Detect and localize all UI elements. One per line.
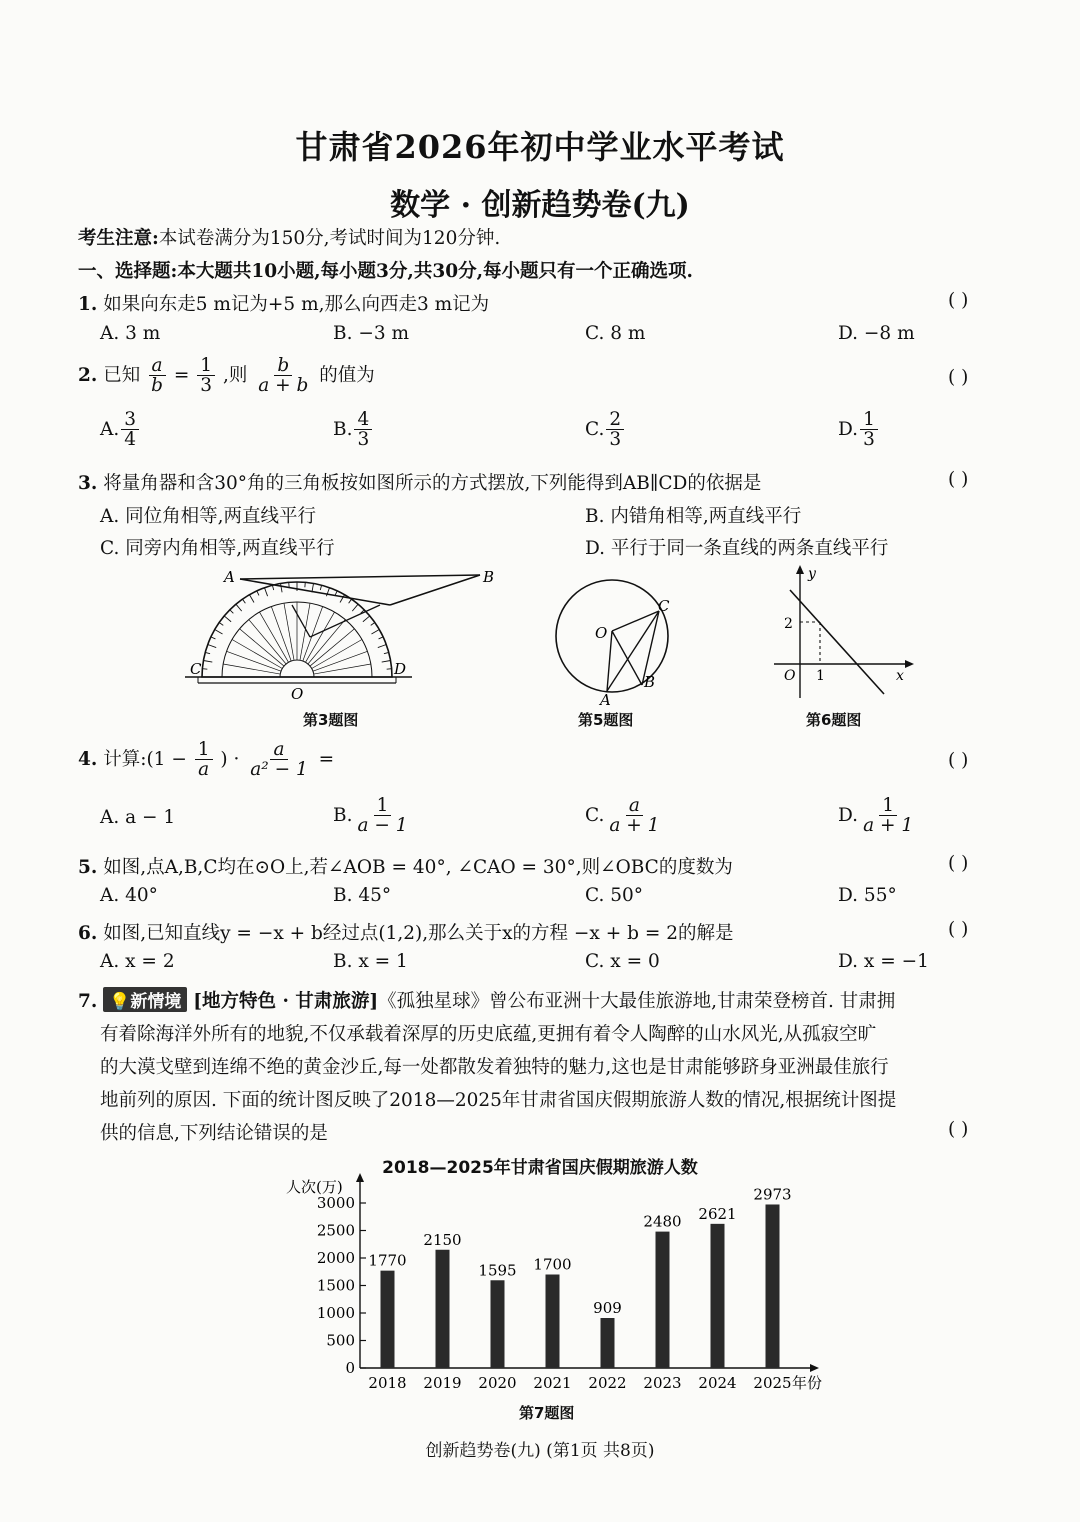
paper-subtitle: 数学 · 创新趋势卷(九) <box>390 188 690 223</box>
y-tick-label: 3000 <box>316 1194 355 1212</box>
figure-5-circle <box>545 578 685 706</box>
y-tick-label: 2000 <box>316 1249 355 1267</box>
question-2: 2. 已知 $\frac{a}{b}$ = $\frac{1}{3}$ ,则 $\frac{b}{a + b}$ 的值为 <box>78 355 375 397</box>
bar-2018 <box>381 1271 395 1368</box>
x-tick-label: 2024 <box>698 1374 737 1392</box>
bar-value-label: 2973 <box>753 1185 792 1204</box>
fraction: $\frac{a}{b}$ <box>148 356 166 396</box>
answer-paren: ( ) <box>948 367 969 388</box>
exam-title: 甘肃省2026年初中学业水平考试 <box>295 128 785 166</box>
question-number: 2. <box>78 364 98 386</box>
question-tag: [地方特色 · 甘肃旅游] <box>193 991 379 1012</box>
figure-5-caption: 第5题图 <box>578 711 634 729</box>
option-d: D. 平行于同一条直线的两条直线平行 <box>585 538 889 559</box>
bar-value-label: 1700 <box>533 1255 572 1274</box>
answer-paren: ( ) <box>948 919 969 940</box>
fraction: $\frac{a}{\text{a² − 1}}$ <box>250 739 308 781</box>
figure-6-caption: 第6题图 <box>806 711 862 729</box>
answer-paren: ( ) <box>948 290 969 311</box>
x-tick-label: 2019 <box>423 1374 462 1392</box>
y-tick-label: 1500 <box>316 1276 355 1295</box>
label-a: A <box>600 691 611 706</box>
notice <box>78 224 500 250</box>
chart-caption: 第7题图 <box>519 1404 575 1422</box>
label-o: O <box>595 624 608 642</box>
x-tick-label: 2021 <box>533 1374 572 1392</box>
question-number: 6. <box>78 923 98 944</box>
x-tick-label: 2025 <box>753 1374 792 1392</box>
option-a: A. a − 1 <box>100 807 176 828</box>
option-d: D. $\frac{1}{a + 1}$ <box>838 795 914 837</box>
figure-3-caption: 第3题图 <box>303 711 359 729</box>
section-heading: 一、选择题:本大题共10小题,每小题3分,共30分,每小题只有一个正确选项. <box>78 261 693 282</box>
label-o: O <box>291 685 304 703</box>
question-number: 1. <box>78 294 98 315</box>
x-axis-label: 年份 <box>792 1374 823 1392</box>
option-c: C. $\frac{2}{3}$ <box>585 410 626 450</box>
label-c: C <box>190 660 202 678</box>
label-d: D <box>394 660 407 678</box>
tick-label-2: 2 <box>784 616 793 632</box>
notice-label: 考生注意: <box>78 228 159 249</box>
option-b: B. $\frac{1}{a - 1}$ <box>333 795 408 837</box>
option-c: C. x = 0 <box>585 951 660 972</box>
option-d: D. 55° <box>838 885 897 906</box>
bar-2023 <box>656 1232 670 1368</box>
x-tick-label: 2023 <box>643 1374 682 1392</box>
bar-2021 <box>546 1275 560 1369</box>
question-number: 7. <box>78 991 98 1012</box>
fraction: $\frac{1}{3}$ <box>197 356 215 396</box>
bar-value-label: 2480 <box>643 1212 682 1231</box>
option-a: A. 同位角相等,两直线平行 <box>100 506 317 527</box>
y-tick-label: 1000 <box>316 1304 355 1322</box>
bar-2024 <box>711 1224 725 1368</box>
option-b: B. 45° <box>333 885 392 906</box>
question-7-line-5: 供的信息,下列结论错误的是 <box>100 1123 328 1144</box>
question-5 <box>78 853 733 879</box>
axis-x-label: x <box>896 668 904 684</box>
option-d: D. x = −1 <box>838 951 929 972</box>
y-axis-arrow <box>356 1173 364 1182</box>
page-footer: 创新趋势卷(九) (第1页 共8页) <box>425 1441 655 1461</box>
x-tick-label: 2018 <box>368 1374 407 1392</box>
axis-y-label: y <box>808 566 816 582</box>
option-a: A. $\frac{3}{4}$ <box>100 410 141 450</box>
bar-chart <box>270 1172 850 1402</box>
question-1 <box>78 290 489 316</box>
x-tick-label: 2020 <box>478 1374 517 1392</box>
y-tick-label: 0 <box>345 1359 355 1377</box>
answer-paren: ( ) <box>948 750 969 771</box>
x-axis-arrow <box>810 1364 819 1372</box>
question-stem: 如图,已知直线y = −x + b经过点(1,2),那么关于x的方程 −x + b = 2的解是 <box>103 923 734 944</box>
option-b: B. x = 1 <box>333 951 408 972</box>
bar-2020 <box>491 1280 505 1368</box>
option-c: C. 50° <box>585 885 644 906</box>
question-number: 4. <box>78 748 98 770</box>
question-3 <box>78 469 761 495</box>
question-stem: 如图,点A,B,C均在⊙O上,若∠AOB = 40°, ∠CAO = 30°,则∠OBC的度数为 <box>103 857 733 878</box>
option-a: A. 40° <box>100 885 158 906</box>
question-7-line-3: 的大漠戈壁到连绵不绝的黄金沙丘,每一处都散发着独特的魅力,这也是甘肃能够跻身亚洲最佳旅行 <box>100 1057 889 1078</box>
y-axis-label: 人次(万) <box>286 1178 343 1196</box>
option-c: C. $\frac{a}{a + 1}$ <box>585 795 660 837</box>
question-stem: 如果向东走5 m记为+5 m,那么向西走3 m记为 <box>103 294 490 315</box>
y-tick-label: 2500 <box>316 1221 355 1240</box>
question-number: 5. <box>78 857 98 878</box>
question-number: 3. <box>78 473 98 494</box>
option-c: C. 同旁内角相等,两直线平行 <box>100 538 335 559</box>
origin-label: O <box>784 668 796 684</box>
x-tick-label: 2022 <box>588 1374 627 1392</box>
label-b: B <box>644 673 656 691</box>
question-stem: 将量角器和含30°角的三角板按如图所示的方式摆放,下列能得到AB∥CD的依据是 <box>103 473 762 494</box>
bar-value-label: 909 <box>593 1299 622 1318</box>
option-b: B. 内错角相等,两直线平行 <box>585 506 802 527</box>
option-b: B. −3 m <box>333 323 410 344</box>
answer-paren: ( ) <box>948 853 969 874</box>
fraction: $\frac{1}{a}$ <box>195 740 213 780</box>
y-tick-label: 500 <box>326 1331 355 1350</box>
label-c: C <box>658 597 670 615</box>
question-7-line-4: 地前列的原因. 下面的统计图反映了2018—2025年甘肃省国庆假期旅游人数的情况,根据统计图提 <box>100 1090 897 1111</box>
answer-paren: ( ) <box>948 1119 969 1140</box>
option-d: D. −8 m <box>838 323 915 344</box>
bar-2022 <box>601 1318 615 1368</box>
label-a: A <box>224 568 235 586</box>
question-6 <box>78 919 733 945</box>
option-b: B. $\frac{4}{3}$ <box>333 410 374 450</box>
option-c: C. 8 m <box>585 323 646 344</box>
question-7-line-2: 有着除海洋外所有的地貌,不仅承载着深厚的历史底蕴,更拥有着令人陶醉的山水风光,从孤寂空旷 <box>100 1024 877 1045</box>
fraction: $\frac{b}{a + b}$ <box>258 355 309 397</box>
answer-paren: ( ) <box>948 469 969 490</box>
figure-6-graph <box>770 562 920 702</box>
stem-pre: 已知 <box>103 364 141 386</box>
figure-3-protractor <box>180 565 510 705</box>
label-b: B <box>483 568 495 586</box>
chart-title: 2018—2025年甘肃省国庆假期旅游人数 <box>382 1158 698 1178</box>
new-context-badge: 💡新情境 <box>103 987 187 1012</box>
bar-2019 <box>436 1250 450 1368</box>
bar-value-label: 1595 <box>478 1261 517 1280</box>
question-4: 4. 计算:(1 − $\frac{1}{a}$ ) · $\frac{a}{\text{a² − 1}}$ = <box>78 739 335 781</box>
bar-value-label: 2621 <box>698 1204 737 1223</box>
option-a: A. x = 2 <box>100 951 175 972</box>
notice-text: 本试卷满分为150分,考试时间为120分钟. <box>158 228 501 249</box>
option-d: D. $\frac{1}{3}$ <box>838 410 880 450</box>
bar-2025 <box>766 1204 780 1368</box>
tick-label-1: 1 <box>816 668 825 684</box>
bar-value-label: 2150 <box>423 1230 462 1249</box>
lightbulb-icon: 💡 <box>109 992 131 1012</box>
bar-value-label: 1770 <box>368 1251 407 1270</box>
question-7-line-1: 7. 💡新情境 [地方特色 · 甘肃旅游]《孤独星球》曾公布亚洲十大最佳旅游地,甘肃荣登榜首. 甘肃拥 <box>78 987 895 1013</box>
option-a: A. 3 m <box>100 323 161 344</box>
